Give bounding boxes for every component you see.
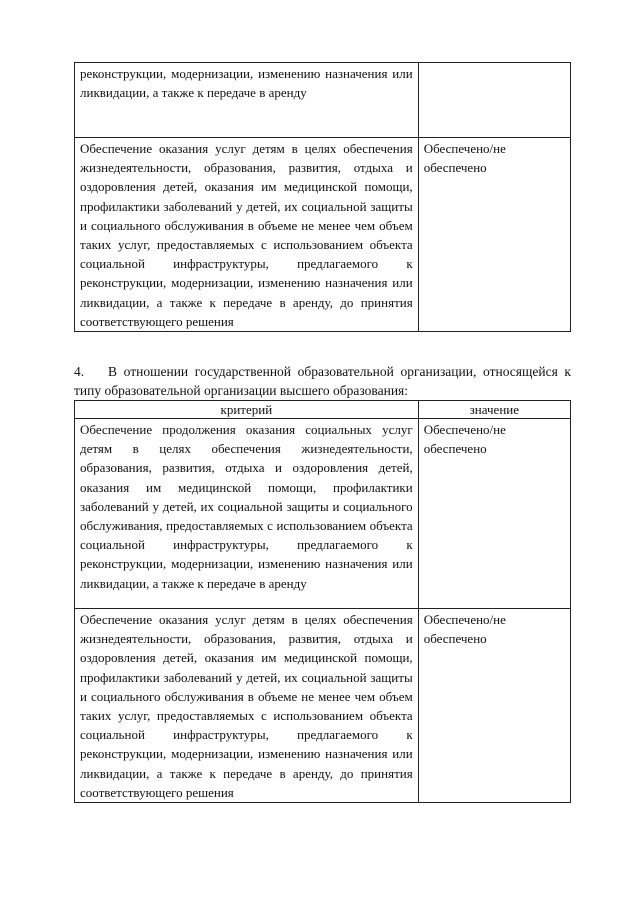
value-column-header: значение (418, 401, 570, 419)
table-header-row (75, 401, 571, 419)
value-cell (418, 63, 570, 138)
section-text: В отношении государственной образовательной организации, относящейся к типу образовательной организации высшего образования: (74, 363, 571, 398)
criterion-cell: Обеспечение оказания услуг детям в целях обеспечения жизнедеятельности, образования, развития, отдыха и оздоровления детей, оказания им медицинской помощи, профилактики заболеваний у детей, их социальной защиты и социального обслуживания в объеме не менее чем объем таких услуг, предоставляемых с использованием объекта социальной инфраструктуры, предлагаемого к реконструкции, модернизации, изменению назначения или ликвидации, а также к передаче в аренду, до принятия соответствующего решения (75, 138, 419, 332)
value-cell: Обеспечено/не обеспечено (418, 138, 570, 332)
table-row (75, 609, 571, 803)
table-row (75, 419, 571, 609)
value-cell: Обеспечено/не обеспечено (418, 419, 570, 609)
criteria-table-continued (74, 62, 571, 332)
section-number: 4. (74, 363, 85, 379)
criterion-cell: реконструкции, модернизации, изменению назначения или ликвидации, а также к передаче в аренду (75, 63, 419, 138)
table-row (75, 63, 571, 138)
criterion-column-header: критерий (75, 401, 419, 419)
table-row (75, 138, 571, 332)
criterion-cell: Обеспечение продолжения оказания социальных услуг детям в целях обеспечения жизнедеятельности, образования, развития, отдыха и оздоровления детей, оказания им медицинской помощи, профилактики заболеваний у детей, их социальной защиты и социального обслуживания, предоставляемых с использованием объекта социальной инфраструктуры, предлагаемого к реконструкции, модернизации, изменению назначения или ликвидации, а также к передаче в аренду (75, 419, 419, 609)
value-cell: Обеспечено/не обеспечено (418, 609, 570, 803)
criteria-table-higher-education (74, 400, 571, 803)
criterion-cell: Обеспечение оказания услуг детям в целях обеспечения жизнедеятельности, образования, развития, отдыха и оздоровления детей, оказания им медицинской помощи, профилактики заболеваний у детей, их социальной защиты и социального обслуживания в объеме не менее чем объем таких услуг, предоставляемых с использованием объекта социальной инфраструктуры, предлагаемого к реконструкции, модернизации, изменению назначения или ликвидации, а также к передаче в аренду, до принятия соответствующего решения (75, 609, 419, 803)
section-4-paragraph (74, 362, 571, 400)
